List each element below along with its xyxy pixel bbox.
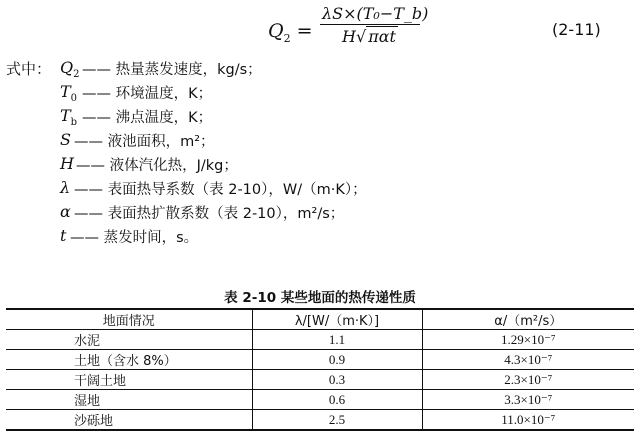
definition-symbol	[60, 106, 77, 128]
formula-fraction	[320, 4, 429, 46]
table-row	[6, 370, 634, 390]
definition-text: —— 蒸发时间，s。	[70, 230, 199, 246]
formula-lhs: $Q_2$ =	[268, 20, 313, 45]
definition-symbol	[60, 178, 70, 197]
diffusivity-cell: 3.3×10⁻⁷	[422, 390, 634, 410]
ground-condition-cell: 土地（含水 8%）	[6, 350, 252, 370]
definition-text: —— 表面热导系数（表 2-10），W/（m·K）；	[74, 182, 367, 198]
ground-condition-cell: 湿地	[6, 390, 252, 410]
heat-transfer-properties-table	[6, 308, 634, 431]
definition-row	[0, 178, 640, 202]
definition-symbol	[60, 154, 74, 173]
definition-symbol	[60, 226, 66, 245]
formula-numerator: λS×(T₀−T_b)	[322, 4, 429, 23]
symbol-letter: α	[60, 202, 71, 221]
table-row	[6, 330, 634, 350]
conductivity-cell: 0.9	[252, 350, 422, 370]
symbol-letter: λ	[60, 178, 71, 197]
symbol-letter: Q	[60, 58, 74, 77]
definition-text: —— 热量蒸发速度，kg/s；	[82, 62, 262, 78]
definition-text: —— 液体汽化热，J/kg；	[76, 158, 238, 174]
definition-row	[0, 130, 640, 154]
definition-text: —— 液池面积，m²；	[74, 134, 215, 150]
symbol-subscript: b	[70, 117, 78, 129]
conductivity-cell: 1.1	[252, 330, 422, 350]
symbol-subscript: 2	[73, 69, 80, 81]
definition-text: —— 表面热扩散系数（表 2-10），m²/s；	[74, 206, 345, 222]
equation-number: (2-11)	[552, 20, 601, 39]
definitions-lead: 式中：	[6, 60, 52, 78]
formula-denominator: H√ παt	[342, 27, 396, 46]
table-row	[6, 350, 634, 370]
symbol-letter: T	[60, 82, 71, 101]
symbol-subscript: 0	[70, 93, 78, 105]
definition-row	[0, 58, 640, 82]
diffusivity-cell: 4.3×10⁻⁷	[422, 350, 634, 370]
symbol-letter: S	[60, 130, 71, 149]
denominator-prefix: H	[342, 27, 356, 46]
definition-row	[0, 226, 640, 250]
table-header-row	[6, 309, 634, 330]
diffusivity-cell: 2.3×10⁻⁷	[422, 370, 634, 390]
formula-2-11	[0, 4, 640, 58]
symbol-letter: t	[60, 226, 67, 245]
ground-condition-cell: 干阔土地	[6, 370, 252, 390]
definition-symbol	[60, 130, 71, 149]
definition-text: —— 环境温度，K；	[82, 86, 213, 102]
formula-lhs-symbol: Q	[268, 20, 284, 42]
header-ground-condition: 地面情况	[6, 309, 252, 330]
table-row	[6, 410, 634, 431]
symbol-letter: T	[60, 106, 71, 125]
symbol-letter: H	[60, 154, 74, 173]
table-row	[6, 390, 634, 410]
definition-row	[0, 106, 640, 130]
conductivity-cell: 0.3	[252, 370, 422, 390]
diffusivity-cell: 11.0×10⁻⁷	[422, 410, 634, 431]
header-thermal-diffusivity: α/（m²/s）	[422, 309, 634, 330]
ground-condition-cell: 水泥	[6, 330, 252, 350]
definition-symbol	[60, 202, 71, 221]
header-thermal-conductivity: λ/[W/（m·K）]	[252, 309, 422, 330]
definition-text: —— 沸点温度，K；	[82, 110, 213, 126]
conductivity-cell: 2.5	[252, 410, 422, 431]
formula-lhs-subscript: 2	[283, 31, 291, 45]
definition-row	[0, 154, 640, 178]
definition-row	[0, 202, 640, 226]
definition-row	[0, 82, 640, 106]
ground-condition-cell: 沙砾地	[6, 410, 252, 431]
definition-symbol	[60, 82, 77, 104]
table-caption: 表 2-10 某些地面的热传递性质	[224, 290, 416, 306]
conductivity-cell: 0.6	[252, 390, 422, 410]
fraction-bar	[320, 24, 420, 25]
denominator-sqrt: παt	[368, 27, 396, 46]
definition-symbol	[60, 58, 80, 80]
diffusivity-cell: 1.29×10⁻⁷	[422, 330, 634, 350]
